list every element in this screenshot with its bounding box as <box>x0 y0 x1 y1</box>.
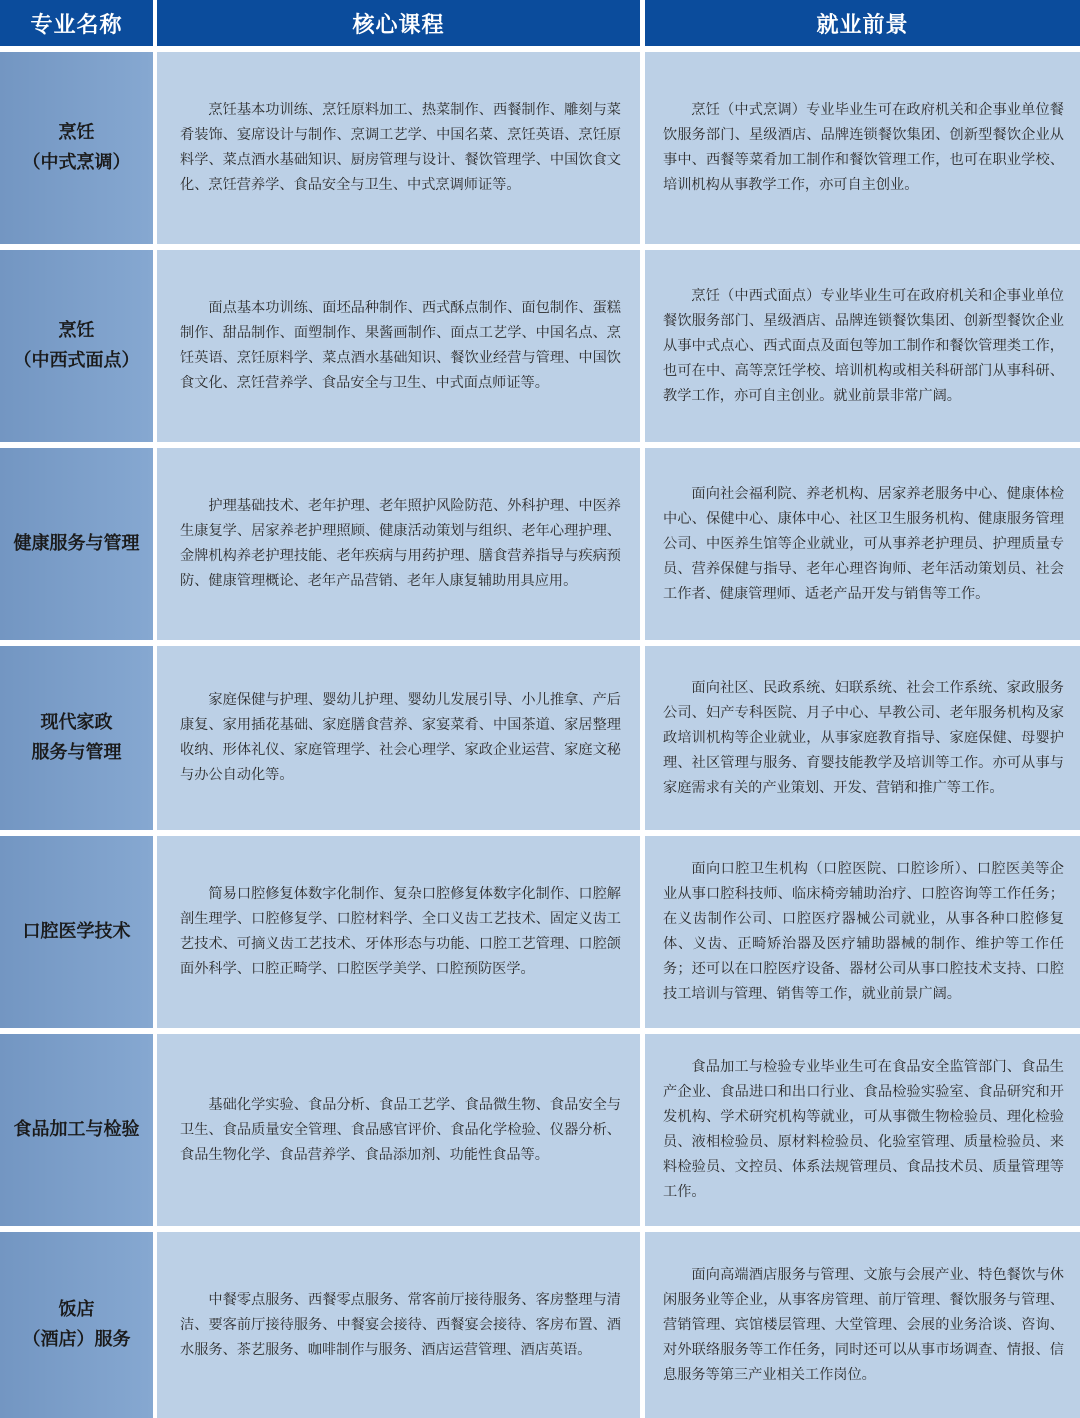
core-courses-text: 护理基础技术、老年护理、老年照护风险防范、外科护理、中医养生康复学、居家养老护理照顾、健康活动策划与组织、老年心理护理、金牌机构养老护理技能、老年疾病与用药护理、膳食营养指导与疾病预防、健康管理概论、老年产品营销、老年人康复辅助用具应用。 <box>180 498 621 589</box>
career-prospects-text: 面向社区、民政系统、妇联系统、社会工作系统、家政服务公司、妇产专科医院、月子中心、早教公司、老年服务机构及家政培训机构等企业就业，从事家庭教育指导、家庭保健、母婴护理、社区管理与服务、育婴技能教学及培训等工作。亦可从事与家庭需求有关的产业策划、开发、营销和推广等工作。 <box>663 679 1064 796</box>
core-courses-cell <box>157 250 640 442</box>
core-courses-text: 简易口腔修复体数字化制作、复杂口腔修复体数字化制作、口腔解剖生理学、口腔修复学、口腔材料学、全口义齿工艺技术、固定义齿工艺技术、可摘义齿工艺技术、牙体形态与功能、口腔工艺管理、口腔颌面外科学、口腔正畸学、口腔医学美学、口腔预防医学。 <box>180 886 621 977</box>
career-prospects-text: 面向高端酒店服务与管理、文旅与会展产业、特色餐饮与休闲服务业等企业，从事客房管理、前厅管理、餐饮服务与管理、营销管理、宾馆楼层管理、大堂管理、会展的业务洽谈、咨询、对外联络服务等工作任务，同时还可以从事市场调查、情报、信息服务等第三产业相关工作岗位。 <box>663 1266 1064 1383</box>
career-prospects-cell <box>645 250 1080 442</box>
core-courses-text: 家庭保健与护理、婴幼儿护理、婴幼儿发展引导、小儿推拿、产后康复、家用插花基础、家庭膳食营养、家宴菜肴、中国茶道、家居整理收纳、形体礼仪、家庭管理学、社会心理学、家政企业运营、家庭文秘与办公自动化等。 <box>180 692 621 783</box>
header-major-name: 专业名称 <box>0 0 153 46</box>
table-row <box>0 1232 1080 1418</box>
core-courses-cell <box>157 836 640 1028</box>
career-prospects-cell <box>645 52 1080 244</box>
major-name: 烹饪 （中西式面点） <box>0 250 153 442</box>
major-name: 现代家政 服务与管理 <box>0 646 153 830</box>
core-courses-cell <box>157 1232 640 1418</box>
core-courses-text: 烹饪基本功训练、烹饪原料加工、热菜制作、西餐制作、雕刻与菜肴装饰、宴席设计与制作、烹调工艺学、中国名菜、烹饪英语、烹饪原料学、菜点酒水基础知识、厨房管理与设计、餐饮管理学、中国饮食文化、烹饪营养学、食品安全与卫生、中式烹调师证等。 <box>180 102 621 193</box>
major-name: 烹饪 （中式烹调） <box>0 52 153 244</box>
core-courses-cell <box>157 1034 640 1226</box>
table-row <box>0 250 1080 442</box>
core-courses-cell <box>157 52 640 244</box>
core-courses-text: 面点基本功训练、面坯品种制作、西式酥点制作、面包制作、蛋糕制作、甜品制作、面塑制作、果酱画制作、面点工艺学、中国名点、烹饪英语、烹饪原料学、菜点酒水基础知识、餐饮业经营与管理、中国饮食文化、烹饪营养学、食品安全与卫生、中式面点师证等。 <box>180 300 621 391</box>
table-row <box>0 1034 1080 1226</box>
career-prospects-text: 烹饪（中西式面点）专业毕业生可在政府机关和企事业单位餐饮服务部门、星级酒店、品牌连锁餐饮集团、创新型餐饮企业从事中式点心、西式面点及面包等加工制作和餐饮管理类工作，也可在中、高等烹饪学校、培训机构或相关科研部门从事科研、教学工作，亦可自主创业。就业前景非常广阔。 <box>663 287 1064 404</box>
career-prospects-cell <box>645 448 1080 640</box>
table-row <box>0 52 1080 244</box>
career-prospects-cell <box>645 836 1080 1028</box>
header-core-courses: 核心课程 <box>157 0 640 46</box>
core-courses-text: 基础化学实验、食品分析、食品工艺学、食品微生物、食品安全与卫生、食品质量安全管理、食品感官评价、食品化学检验、仪器分析、食品生物化学、食品营养学、食品添加剂、功能性食品等。 <box>180 1096 621 1163</box>
career-prospects-cell <box>645 646 1080 830</box>
career-prospects-text: 面向社会福利院、养老机构、居家养老服务中心、健康体检中心、保健中心、康体中心、社区卫生服务机构、健康服务管理公司、中医养生馆等企业就业，可从事养老护理员、护理质量专员、营养保健与指导、老年心理咨询师、老年活动策划员、社会工作者、健康管理师、适老产品开发与销售等工作。 <box>663 485 1064 602</box>
major-name: 健康服务与管理 <box>0 448 153 640</box>
header-career-prospects: 就业前景 <box>645 0 1080 46</box>
career-prospects-text: 面向口腔卫生机构（口腔医院、口腔诊所）、口腔医美等企业从事口腔科技师、临床椅旁辅助治疗、口腔咨询等工作任务；在义齿制作公司、口腔医疗器械公司就业，从事各种口腔修复体、义齿、正畸矫治器及医疗辅助器械的制作、维护等工作任务；还可以在口腔医疗设备、器材公司从事口腔技术支持、口腔技工培训与管理、销售等工作，就业前景广阔。 <box>663 861 1064 1002</box>
career-prospects-cell <box>645 1034 1080 1226</box>
table-row <box>0 448 1080 640</box>
table-row <box>0 836 1080 1028</box>
core-courses-cell <box>157 646 640 830</box>
table-row <box>0 646 1080 830</box>
career-prospects-cell <box>645 1232 1080 1418</box>
career-prospects-text: 食品加工与检验专业毕业生可在食品安全监管部门、食品生产企业、食品进口和出口行业、食品检验实验室、食品研究和开发机构、学术研究机构等就业，可从事微生物检验员、理化检验员、液相检验员、原材料检验员、化验室管理、质量检验员、来料检验员、文控员、体系法规管理员、食品技术员、质量管理等工作。 <box>663 1059 1064 1200</box>
career-prospects-text: 烹饪（中式烹调）专业毕业生可在政府机关和企事业单位餐饮服务部门、星级酒店、品牌连锁餐饮集团、创新型餐饮企业从事中、西餐等菜肴加工制作和餐饮管理工作，也可在职业学校、培训机构从事教学工作，亦可自主创业。 <box>663 102 1064 193</box>
core-courses-text: 中餐零点服务、西餐零点服务、常客前厅接待服务、客房整理与清洁、要客前厅接待服务、中餐宴会接待、西餐宴会接待、客房布置、酒水服务、茶艺服务、咖啡制作与服务、酒店运营管理、酒店英语。 <box>180 1291 621 1358</box>
major-name: 饭店 （酒店）服务 <box>0 1232 153 1418</box>
core-courses-cell <box>157 448 640 640</box>
major-name: 食品加工与检验 <box>0 1034 153 1226</box>
major-name: 口腔医学技术 <box>0 836 153 1028</box>
